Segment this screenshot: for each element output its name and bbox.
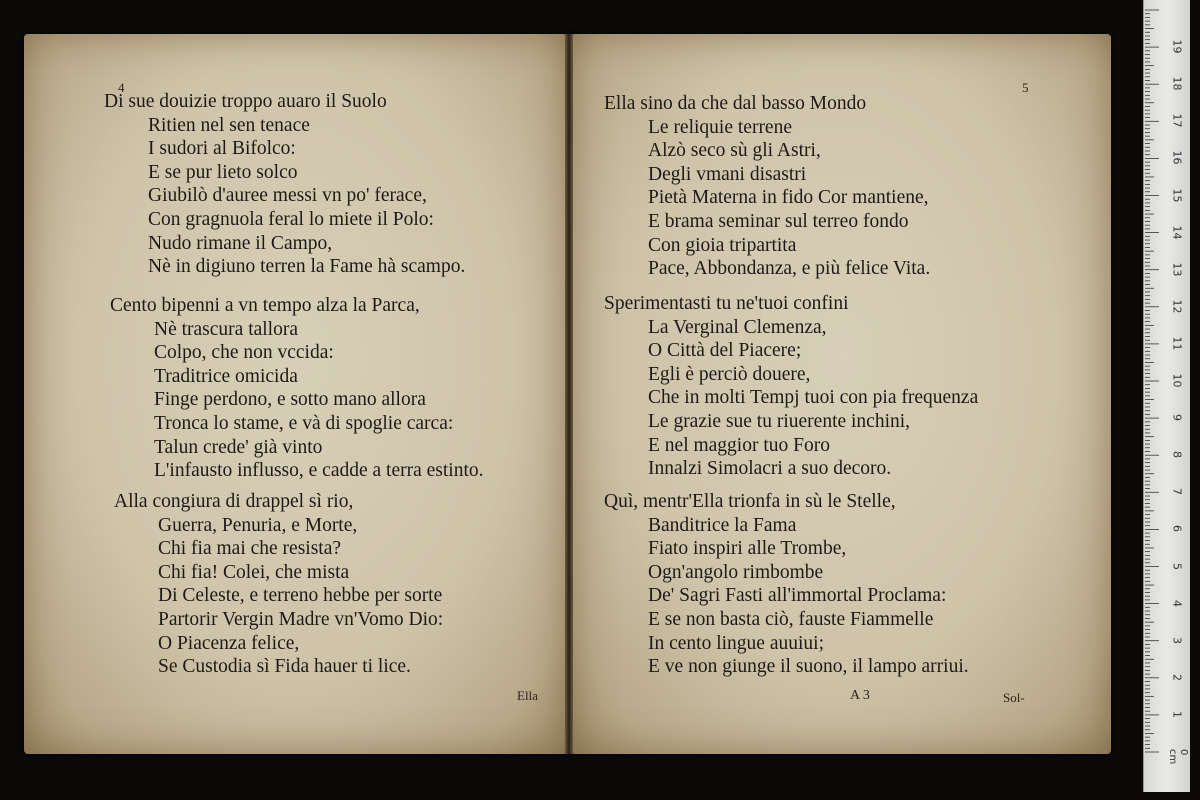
book-gutter [565,34,573,754]
verse-line: Fiato inspiri alle Trombe, [648,538,847,560]
verse-line: Traditrice omicida [154,365,298,387]
verse-line: Colpo, che non vccida: [154,342,334,364]
ruler-number: 12 [1170,299,1184,314]
measurement-ruler [1143,0,1190,792]
verse-line: Le grazie sue tu riuerente inchini, [648,410,911,432]
right-stanza-1 [604,92,930,281]
ruler-number: 19 [1170,39,1184,54]
verse-line: Ogn'angolo rimbombe [648,561,824,583]
verse-line: Talun crede' già vinto [154,436,323,458]
verse-line: Chi fia! Colei, che mista [158,561,350,583]
verse-line: Partorir Vergin Madre vn'Vomo Dio: [158,608,444,630]
ruler-number: 13 [1170,262,1184,277]
right-stanza-2 [604,292,978,481]
ruler-number: 7 [1170,488,1184,496]
right-page-number: 5 [1022,80,1029,95]
verse-line: Cento bipenni a vn tempo alza la Parca, [110,295,420,316]
verse-line: Pietà Materna in fido Cor mantiene, [648,187,929,209]
verse-line: Finge perdono, e sotto mano allora [154,389,426,411]
verse-line: Ella sino da che dal basso Mondo [604,93,867,114]
ruler-number: 6 [1170,525,1184,533]
verse-line: E ve non giunge il suono, il lampo arriui. [648,656,969,678]
ruler-number: 10 [1170,373,1184,388]
verse-line: Alla congiura di drappel sì rio, [114,491,354,512]
verse-line: Nè in digiuno terren la Fame hà scampo. [148,256,466,278]
ruler-number: 16 [1170,150,1184,165]
ruler-number: 8 [1170,451,1184,459]
ruler-unit-label: 0 cm [1167,749,1189,765]
verse-line: Pace, Abbondanza, e più felice Vita. [648,258,931,280]
verse-line: E nel maggior tuo Foro [648,434,830,456]
verse-line: E se non basta ciò, fauste Fiammelle [648,608,934,630]
right-catchword: Sol- [1003,690,1025,705]
verse-line: Innalzi Simolacri a suo decoro. [648,458,892,480]
ruler-number: 3 [1170,636,1184,644]
ruler-number: 5 [1170,562,1184,570]
verse-line: Le reliquie terrene [648,116,792,138]
verse-line: Giubilò d'auree messi vn po' ferace, [148,185,427,207]
verse-line: La Verginal Clemenza, [648,316,827,338]
verse-line: Con gragnuola feral lo miete il Polo: [148,208,434,230]
verse-line: Nudo rimane il Campo, [148,232,333,254]
verse-line: Banditrice la Fama [648,514,797,536]
verse-line: Ritien nel sen tenace [148,114,310,136]
verse-line: O Piacenza felice, [158,632,300,654]
verse-line: L'infausto influsso, e cadde a terra estinto. [154,460,484,482]
verse-line: Egli è perciò douere, [648,363,811,385]
ruler-number: 14 [1170,225,1184,240]
ruler-number: 1 [1170,710,1184,718]
ruler-number: 2 [1170,673,1184,681]
ruler-number: 15 [1170,188,1184,202]
verse-line: O Città del Piacere; [648,340,802,362]
verse-line: E se pur lieto solco [148,161,298,183]
verse-line: E brama seminar sul terreo fondo [648,210,909,232]
left-page-number: 4 [118,80,125,95]
verse-line: Chi fia mai che resista? [158,538,342,560]
verse-line: Guerra, Penuria, e Morte, [158,514,358,536]
right-stanza-3 [604,490,969,679]
left-stanza-1 [104,90,465,279]
ruler-number: 9 [1170,414,1184,422]
verse-line: Nè trascura tallora [154,318,299,340]
verse-line: In cento lingue auuiui; [648,632,824,654]
verse-line: Quì, mentr'Ella trionfa in sù le Stelle, [604,491,896,512]
verse-line: Che in molti Tempj tuoi con pia frequenza [648,387,979,409]
verse-line: I sudori al Bifolco: [148,138,296,160]
signature-mark: A 3 [850,688,870,703]
verse-line: Con gioia tripartita [648,234,797,256]
verse-line: Di Celeste, e terreno hebbe per sorte [158,585,443,607]
verse-line: Se Custodia sì Fida hauer ti lice. [158,656,411,678]
left-stanza-3 [114,490,443,679]
verse-line: Alzò seco sù gli Astri, [648,140,821,162]
ruler-number: 17 [1170,113,1184,128]
left-stanza-2 [110,294,484,483]
verse-line: Sperimentasti tu ne'tuoi confini [604,293,849,314]
ruler-number: 18 [1170,76,1184,91]
verse-line: De' Sagri Fasti all'immortal Proclama: [648,585,947,607]
ruler-number: 4 [1170,599,1184,607]
verse-line: Di sue douizie troppo auaro il Suolo [104,91,387,112]
verse-line: Degli vmani disastri [648,163,807,185]
verse-line: Tronca lo stame, e và di spoglie carca: [154,412,454,434]
ruler-number: 11 [1170,336,1184,351]
left-catchword: Ella [517,688,538,703]
